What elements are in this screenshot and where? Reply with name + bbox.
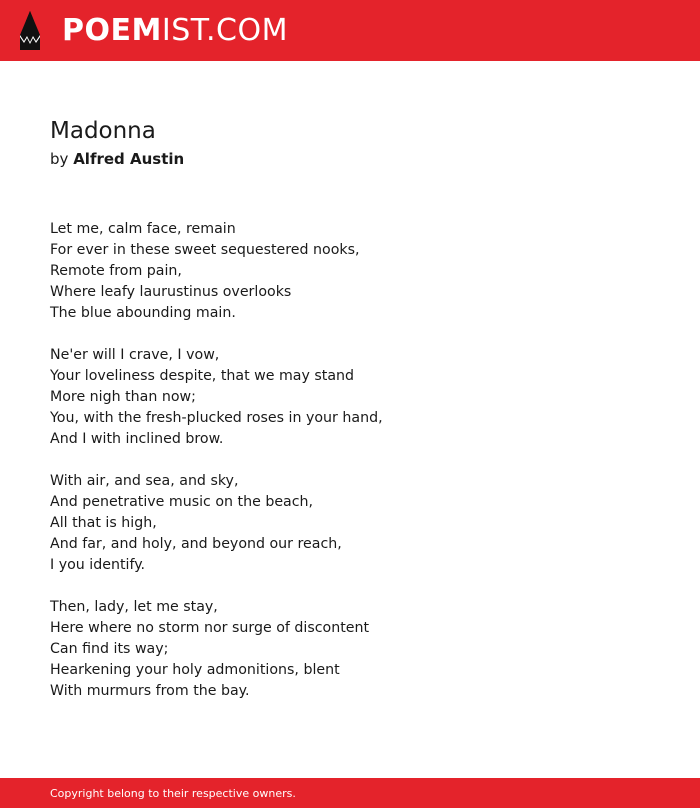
logo-text-bold: POEM [62,13,162,48]
poem-line: Let me, calm face, remain [50,221,236,237]
poem-line: All that is high, [50,515,157,531]
poem-body [50,219,383,723]
poem-line: You, with the fresh-plucked roses in your hand, [50,410,383,426]
stanza [50,345,383,450]
site-logo[interactable] [62,13,288,49]
poem-byline [50,148,184,170]
site-footer [0,778,700,808]
poem-line: With air, and sea, and sky, [50,473,239,489]
logo-text-light: IST.COM [161,13,288,48]
poem-line: Remote from pain, [50,263,182,279]
poem-title: Madonna [50,118,156,144]
by-label: by [50,150,69,168]
stanza [50,597,383,702]
copyright-text: Copyright belong to their respective owners. [50,787,296,800]
poem-line: And penetrative music on the beach, [50,494,314,510]
stanza [50,471,383,576]
poem-line: And I with inclined brow. [50,431,224,447]
poem-line: And far, and holy, and beyond our reach, [50,536,342,552]
poem-line: Hearkening your holy admonitions, blent [50,662,340,678]
poem-line: Then, lady, let me stay, [50,599,218,615]
poem-line: More nigh than now; [50,389,196,405]
poem-line: I you identify. [50,557,146,573]
poem-line: Ne'er will I crave, I vow, [50,347,220,363]
poem-line: With murmurs from the bay. [50,683,250,699]
poem-line: For ever in these sweet sequestered nooks, [50,242,360,258]
poem-line: Where leafy laurustinus overlooks [50,284,292,300]
author-name: Alfred Austin [73,150,185,168]
poem-line: Here where no storm nor surge of discontent [50,620,370,636]
poem-line: Your loveliness despite, that we may stand [50,368,355,384]
stanza [50,219,383,324]
site-header [0,0,700,61]
poem-line: The blue abounding main. [50,305,236,321]
poem-line: Can find its way; [50,641,169,657]
pencil-tip-icon[interactable] [18,10,42,52]
